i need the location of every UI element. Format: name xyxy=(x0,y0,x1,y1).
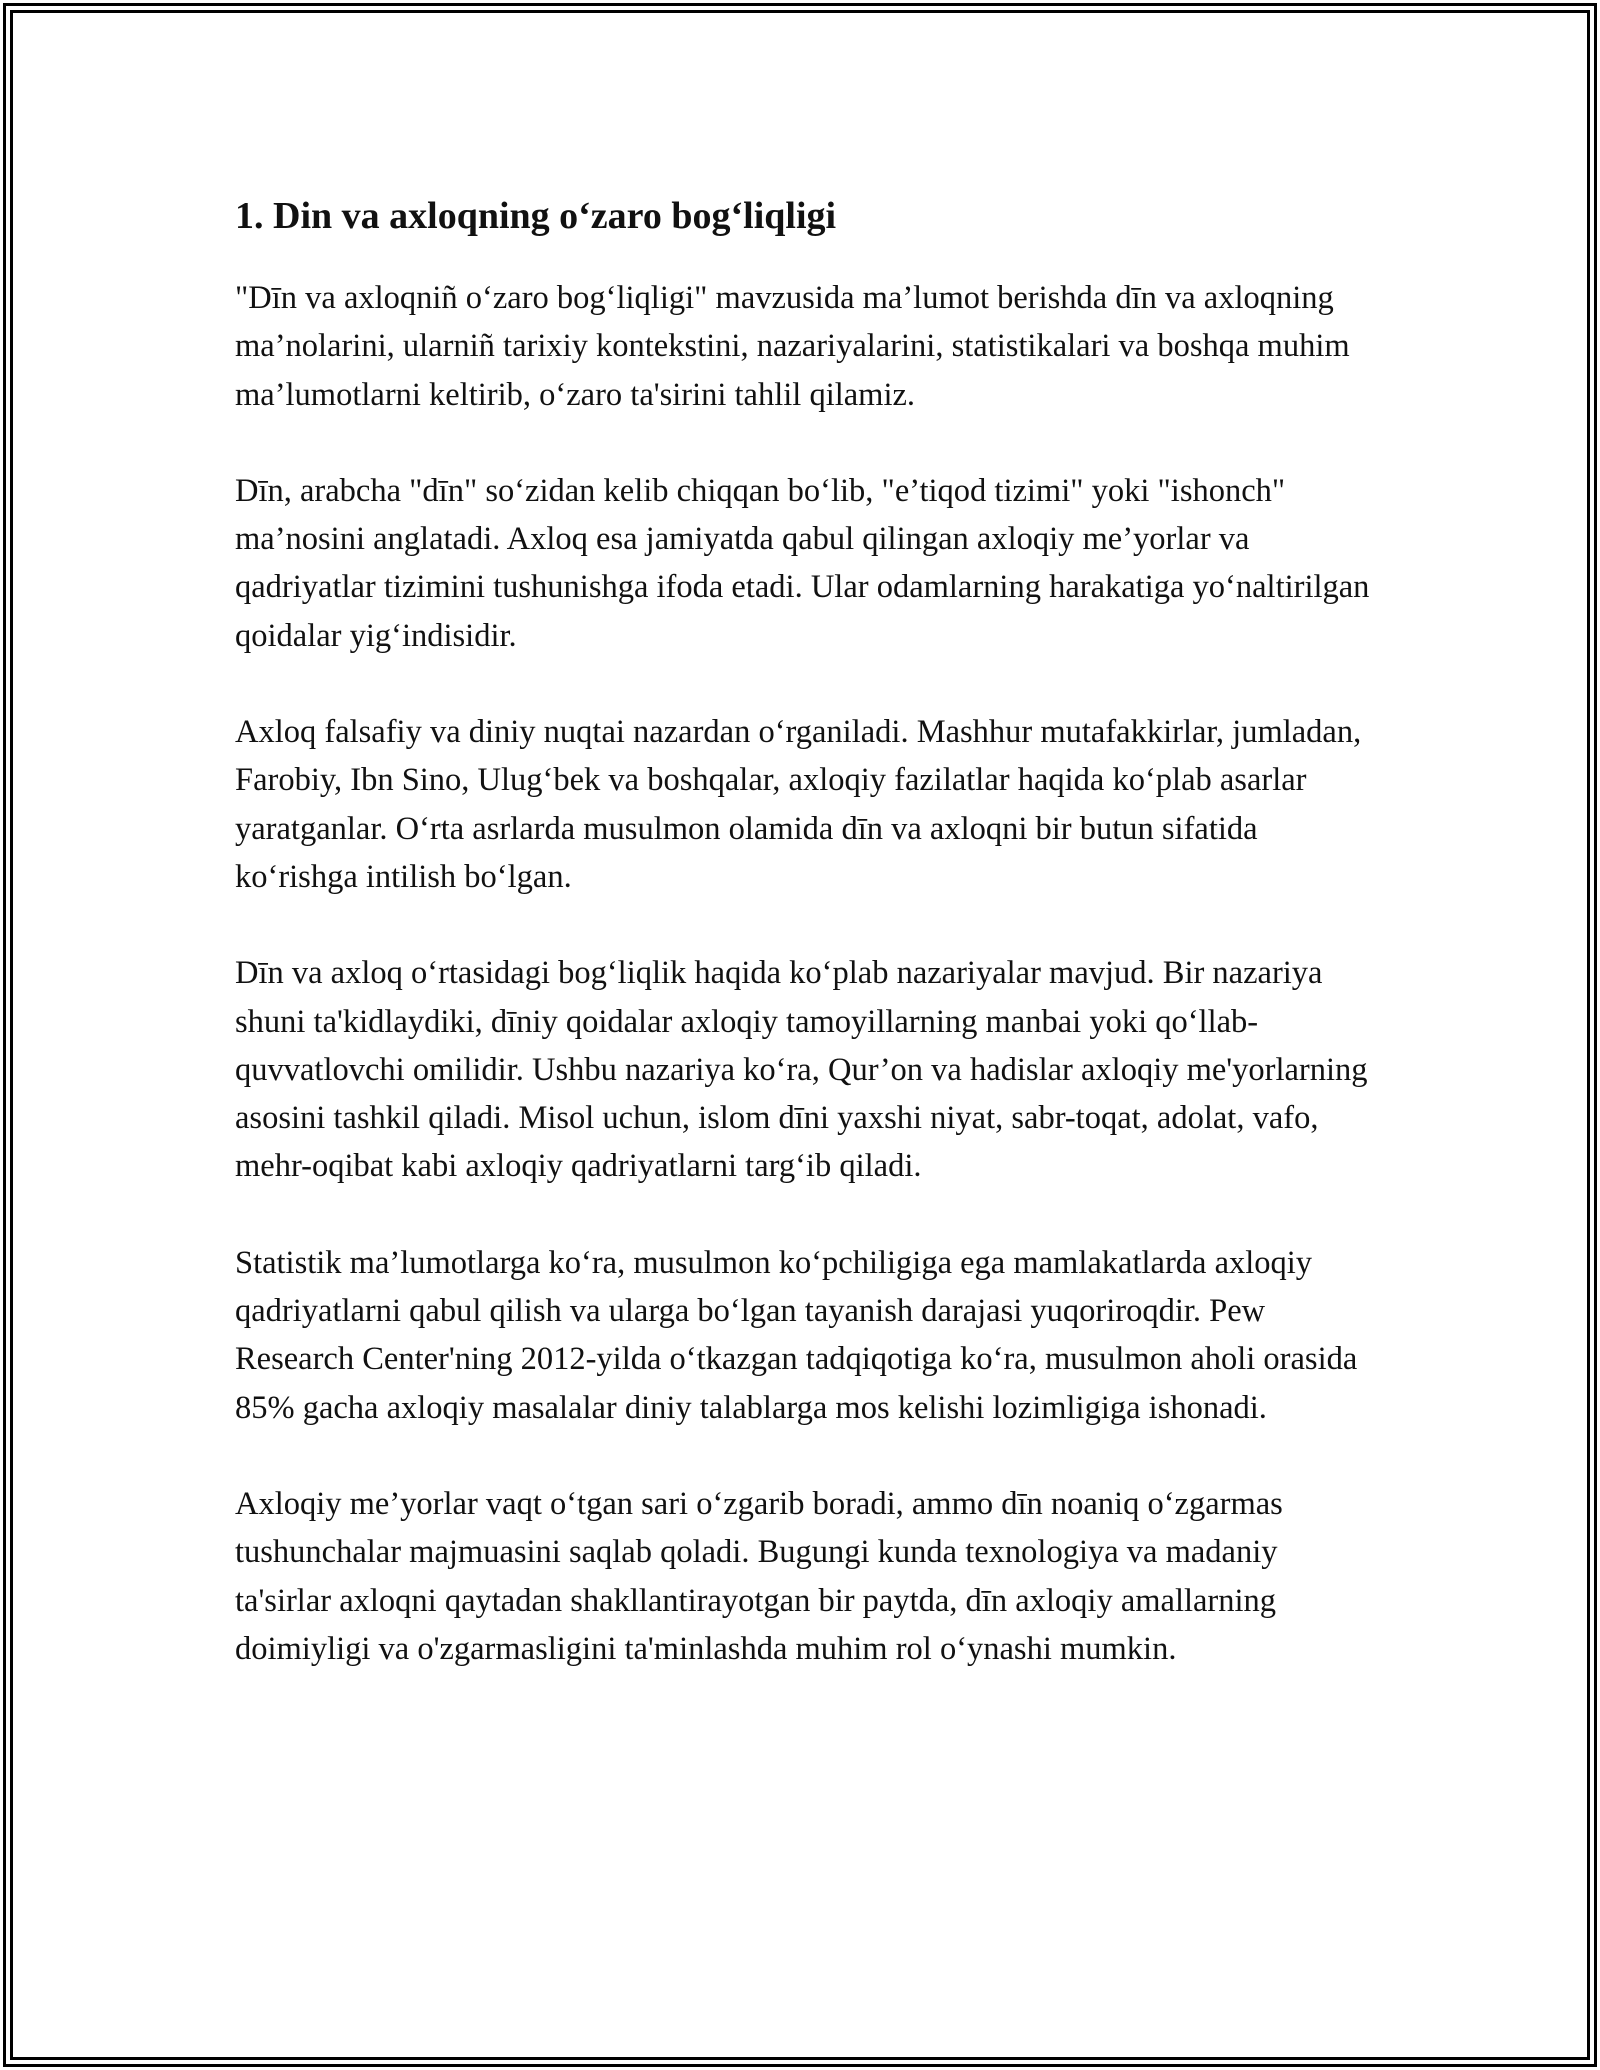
paragraph-theories: Dīn va axloq o‘rtasidagi bog‘liqlik haqida ko‘plab nazariyalar mavjud. Bir nazariya shuni ta'kidlaydiki, dīniy qoidalar axloqiy tamoyillarning manbai yoki qo‘llab-quvvatlovchi omilidir. Ushbu nazariya ko‘ra, Qur’on va hadislar axloqiy me'yorlarning asosini tashkil qiladi. Misol uchun, islom dīni yaxshi niyat, sabr-toqat, adolat, vafo, mehr-oqibat kabi axloqiy qadriyatlarni targ‘ib qiladi. xyxy=(235,955,1368,1185)
paragraph-history: Axloq falsafiy va diniy nuqtai nazardan o‘rganiladi. Mashhur mutafakkirlar, jumladan, Farobiy, Ibn Sino, Ulug‘bek va boshqalar, axloqiy fazilatlar haqida ko‘plab asarlar yaratganlar. O‘rta asrlarda musulmon olamida dīn va axloqni bir butun sifatida ko‘rishga intilish bo‘lgan. xyxy=(235,714,1362,895)
paragraph-definition: Dīn, arabcha "dīn" so‘zidan kelib chiqqan bo‘lib, "e’tiqod tizimi" yoki "ishonch" ma’nosini anglatadi. Axloq esa jamiyatda qabul qilingan axloqiy me’yorlar va qadriyatlar tizimini tushunishga ifoda etadi. Ular odamlarning harakatiga yo‘naltirilgan qoidalar yig‘indisidir. xyxy=(235,472,1370,654)
paragraph-conclusion: Axloqiy me’yorlar vaqt o‘tgan sari o‘zgarib boradi, ammo dīn noaniq o‘zgarmas tushunchalar majmuasini saqlab qoladi. Bugungi kunda texnologiya va madaniy ta'sirlar axloqni qaytadan shakllantirayotgan bir paytda, dīn axloqiy amallarning doimiyligi va o'zgarmasligini ta'minlashda muhim rol o‘ynashi mumkin. xyxy=(235,1485,1283,1667)
document-content xyxy=(235,188,1375,1721)
section-title: 1. Din va axloqning o‘zaro bog‘liqligi xyxy=(235,195,837,237)
paragraph-intro: "Dīn va axloqniñ o‘zaro bog‘liqligi" mavzusida ma’lumot berishda dīn va axloqning ma’nolarini, ularniñ tarixiy kontekstini, nazariyalarini, statistikalari va boshqa muhim ma’lumotlarni keltirib, o‘zaro ta'sirini tahlil qilamiz. xyxy=(235,280,1350,413)
paragraph-statistics: Statistik ma’lumotlarga ko‘ra, musulmon ko‘pchiligiga ega mamlakatlarda axloqiy qadriyatlarni qabul qilish va ularga bo‘lgan tayanish darajasi yuqoriroqdir. Pew Research Center'ning 2012-yilda o‘tkazgan tadqiqotiga ko‘ra, musulmon aholi orasida 85% gacha axloqiy masalalar diniy talablarga mos kelishi lozimligiga ishonadi. xyxy=(235,1244,1358,1426)
